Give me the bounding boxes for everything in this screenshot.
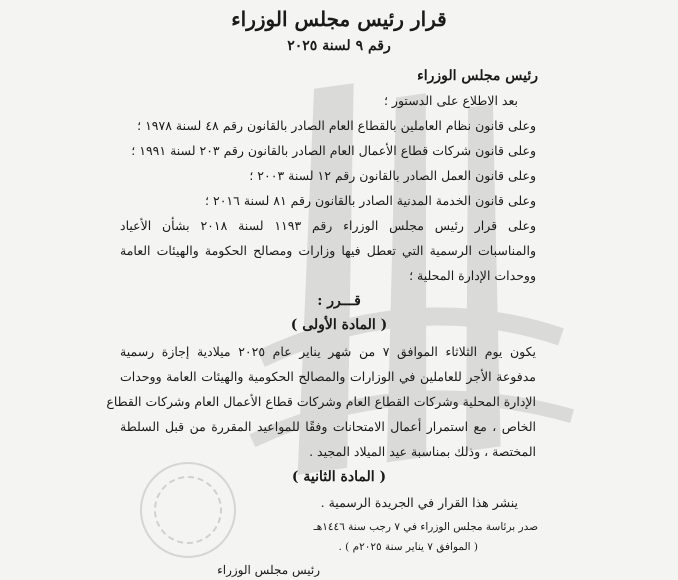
preamble-line: بعد الاطلاع على الدستور ؛ xyxy=(383,93,518,108)
article-1-line: الخاص ، مع استمرار أعمال الامتحانات وفقًا للمواعيد المقررة من قبل السلطة xyxy=(120,419,536,434)
article-2-text: ينشر هذا القرار في الجريدة الرسمية . xyxy=(320,495,518,510)
preamble-line: والمناسبات الرسمية التي تعطل فيها وزارات ومصالح الحكومة والهيئات العامة xyxy=(120,243,536,258)
article-2-heading: ( المادة الثانية ) xyxy=(291,469,387,485)
preamble-line: وعلى قانون شركات قطاع الأعمال العام الصادر بالقانون رقم ٢٠٣ لسنة ١٩٩١ ؛ xyxy=(131,143,536,158)
article-1-heading: ( المادة الأولى ) xyxy=(290,317,388,333)
article-1-line: يكون يوم الثلاثاء الموافق ٧ من شهر يناير عام ٢٠٢٥ ميلادية إجازة رسمية xyxy=(120,344,537,359)
issued-line: صدر برئاسة مجلس الوزراء في ٧ رجب سنة ١٤٤٦هـ xyxy=(313,521,538,533)
preamble-line: وعلى قانون نظام العاملين بالقطاع العام الصادر بالقانون رقم ٤٨ لسنة ١٩٧٨ ؛ xyxy=(137,118,536,133)
article-1-line: مدفوعة الأجر للعاملين في الوزارات والمصالح الحكومية والهيئات العامة ووحدات xyxy=(120,369,536,384)
preamble-line: وعلى قانون العمل الصادر بالقانون رقم ١٢ لسنة ٢٠٠٣ ؛ xyxy=(249,168,536,183)
decided-heading: قـــرر : xyxy=(317,293,361,309)
issuer-heading: رئيس مجلس الوزراء xyxy=(417,68,538,84)
decree-number: رقم ٩ لسنة ٢٠٢٥ xyxy=(287,38,391,54)
signature-title: رئيس مجلس الوزراء xyxy=(217,563,320,577)
document-title: قرار رئيس مجلس الوزراء xyxy=(231,7,447,31)
preamble-line: وعلى قرار رئيس مجلس الوزراء رقم ١١٩٣ لسنة ٢٠١٨ بشأن الأعياد xyxy=(120,218,536,233)
corresponding-date-line: ( الموافق ٧ يناير سنة ٢٠٢٥م ) . xyxy=(338,541,478,553)
article-1-line: الإدارة المحلية وشركات القطاع العام وشركات قطاع الأعمال العام وشركات القطاع xyxy=(106,394,536,409)
article-1-line: المختصة ، وذلك بمناسبة عيد الميلاد المجيد . xyxy=(309,444,536,459)
preamble-line: ووحدات الإدارة المحلية ؛ xyxy=(409,268,536,283)
preamble-line: وعلى قانون الخدمة المدنية الصادر بالقانون رقم ٨١ لسنة ٢٠١٦ ؛ xyxy=(205,193,536,208)
